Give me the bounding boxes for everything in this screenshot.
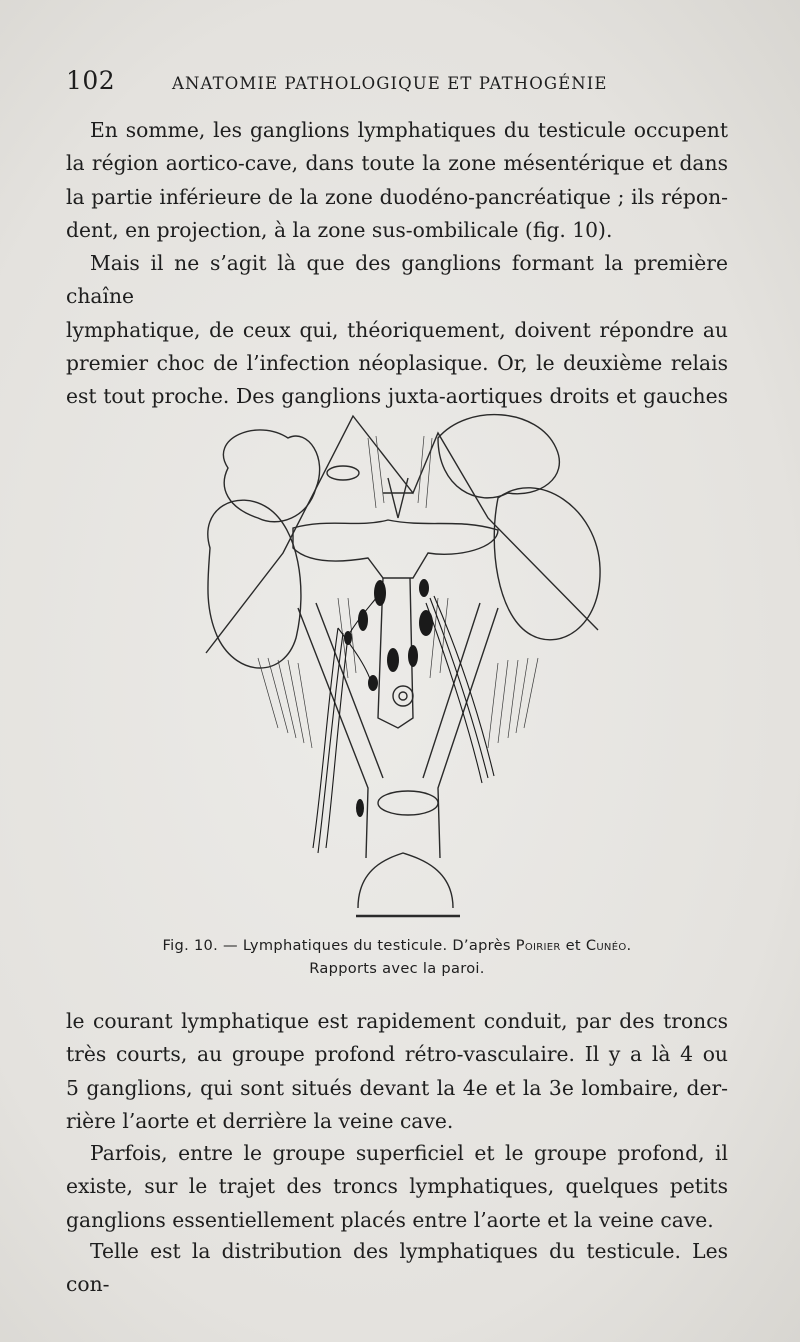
text-line: le courant lymphatique est rapidement conduit, par des troncs: [66, 1009, 728, 1033]
caption-author: Poirier: [515, 937, 561, 954]
upper-vessel: [383, 478, 413, 518]
text-line: 5 ganglions, qui sont situés devant la 4e et la 3e lombaire, der-: [66, 1075, 728, 1100]
paragraph-4: [66, 1137, 728, 1237]
text-line: est tout proche. Des ganglions juxta-aortiques droits et gauches: [66, 384, 728, 409]
text-line: Parfois, entre le groupe superficiel et le groupe profond, il: [90, 1141, 728, 1165]
text-line: existe, sur le trajet des troncs lymphatiques, quelques petits: [66, 1174, 728, 1199]
text-line: la région aortico-cave, dans toute la zone mésentérique et dans: [66, 151, 728, 176]
text-line: Mais il ne s’agit là que des ganglions formant la première chaîne: [66, 251, 728, 309]
paragraph-1: [66, 114, 728, 247]
pelvic-base: [358, 853, 453, 908]
text-line: lymphatique, de ceux qui, théoriquement, doivent répondre au: [66, 317, 728, 342]
text-line: la partie inférieure de la zone duodéno-pancréatique ; ils répon-: [66, 184, 728, 209]
lymphatics-drawing: [198, 398, 610, 923]
umbilicus: [393, 686, 413, 706]
caption-text: et: [560, 937, 586, 954]
text-line: rière l’aorte et derrière la veine cave.: [66, 1108, 454, 1133]
paragraph-3: [66, 1005, 728, 1138]
text-line: très courts, au groupe profond rétro-vasculaire. Il y a là 4 ou: [66, 1042, 728, 1067]
anatomical-illustration: [198, 398, 610, 923]
lymph-nodes: [344, 579, 433, 817]
paragraph-5: [66, 1235, 728, 1302]
bladder-ring: [378, 791, 438, 815]
left-kidney: [208, 500, 301, 668]
boundary-line: [206, 416, 598, 653]
text-line: En somme, les ganglions lymphatiques du testicule occupent: [90, 118, 728, 142]
caption-line-1: [66, 934, 728, 957]
running-head: ANATOMIE PATHOLOGIQUE ET PATHOGÉNIE: [172, 74, 608, 93]
left-upper-lobe: [223, 430, 319, 522]
paragraph-2: [66, 247, 728, 413]
text-line: dent, en projection, à la zone sus-ombilicale (fig. 10).: [66, 217, 613, 242]
caption-line-2: Rapports avec la paroi.: [309, 960, 485, 977]
figure-caption: [66, 934, 728, 980]
page-number: 102: [66, 66, 116, 95]
small-vessel-cut: [327, 466, 359, 480]
lymphatic-vessels: [313, 593, 494, 853]
caption-text: .: [626, 937, 632, 954]
page-header: [66, 66, 726, 102]
right-upper-lobe: [438, 415, 559, 498]
caption-author: Cunéo: [585, 937, 627, 954]
central-bar: [293, 520, 498, 578]
right-kidney: [494, 488, 600, 640]
text-line: premier choc de l’infection néoplasique. Or, le deuxième relais: [66, 350, 728, 375]
muscle-hatching: [258, 436, 538, 748]
text-line: ganglions essentiellement placés entre l’aorte et la veine cave.: [66, 1207, 714, 1232]
caption-text: Fig. 10. — Lymphatiques du testicule. D’après: [162, 937, 516, 954]
text-line: Telle est la distribution des lymphatiques du testicule. Les con-: [66, 1239, 728, 1297]
